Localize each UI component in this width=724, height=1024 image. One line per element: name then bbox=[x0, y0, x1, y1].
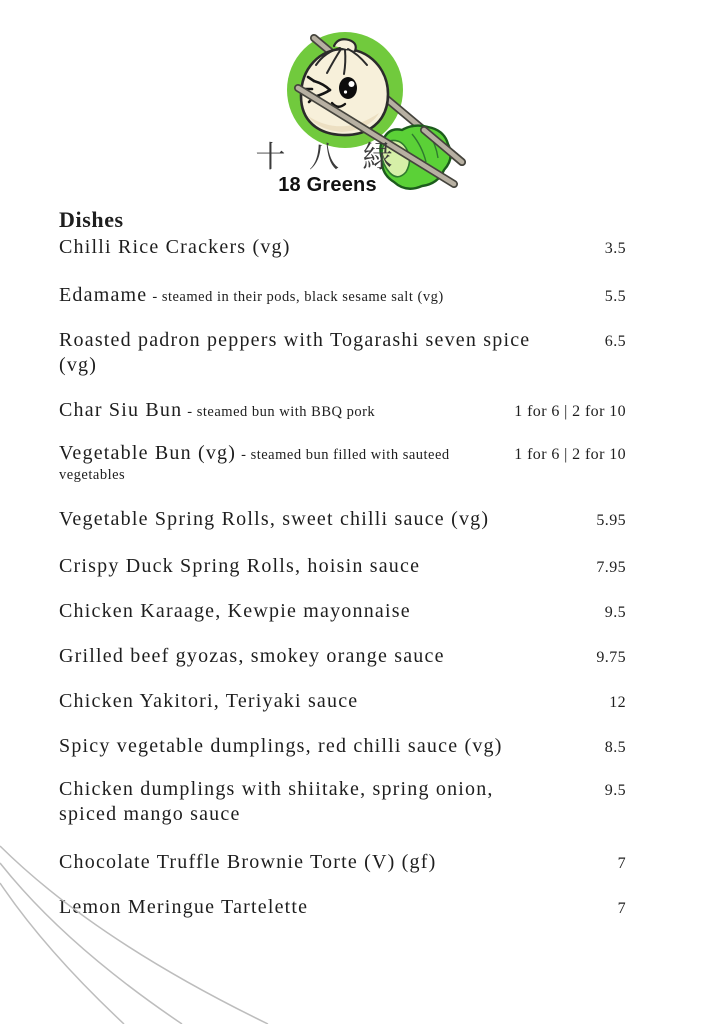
menu-item-price: 6.5 bbox=[604, 333, 626, 350]
menu-item-price: 5.5 bbox=[604, 288, 626, 305]
menu-item-title: Grilled beef gyozas, smokey orange sauce bbox=[59, 645, 445, 667]
menu-item-row bbox=[59, 689, 626, 714]
menu-item-name bbox=[59, 507, 489, 532]
menu-item-name bbox=[59, 895, 308, 920]
menu-item-title: Chicken Yakitori, Teriyaki sauce bbox=[59, 690, 359, 712]
menu-item-title: Vegetable Bun (vg) bbox=[59, 442, 237, 464]
menu-item-row bbox=[59, 283, 626, 308]
menu-item-name bbox=[59, 644, 445, 669]
menu-item-row bbox=[59, 398, 626, 423]
menu-item-price: 7.95 bbox=[596, 559, 626, 576]
dish-rows bbox=[59, 235, 626, 920]
open-eye-icon bbox=[339, 77, 357, 99]
menu-item-title: Lemon Meringue Tartelette bbox=[59, 896, 309, 918]
menu-item-price: 7 bbox=[617, 900, 626, 917]
menu-item-name bbox=[59, 734, 503, 759]
menu-item-title: Chicken dumplings with shiitake, spring onion, spiced mango sauce bbox=[59, 778, 494, 825]
menu-item-row bbox=[59, 235, 626, 260]
menu-item-price: 9.75 bbox=[596, 649, 626, 666]
menu-item-title: Chilli Rice Crackers (vg) bbox=[59, 236, 291, 258]
menu-item-name bbox=[59, 777, 494, 827]
menu-item-price: 5.95 bbox=[596, 512, 626, 529]
menu-item-name bbox=[59, 283, 444, 308]
menu-item-price: 1 for 6 | 2 for 10 bbox=[514, 403, 626, 420]
menu-item-row bbox=[59, 777, 626, 827]
menu-item-row bbox=[59, 507, 626, 532]
section-heading: Dishes bbox=[59, 207, 124, 232]
menu-item-name bbox=[59, 689, 358, 714]
menu-item-name bbox=[59, 398, 375, 423]
menu-item-title: Edamame bbox=[59, 284, 148, 306]
menu-item-name bbox=[59, 235, 291, 260]
menu-item-price: 7 bbox=[617, 855, 626, 872]
menu-item-title: Crispy Duck Spring Rolls, hoisin sauce bbox=[59, 555, 421, 577]
menu-item-name bbox=[59, 328, 537, 378]
menu-item-title: Chicken Karaage, Kewpie mayonnaise bbox=[59, 600, 411, 622]
menu-item-row bbox=[59, 850, 626, 875]
logo-cjk-text: 十 八 緑 bbox=[255, 140, 400, 175]
menu-item-price: 9.5 bbox=[604, 604, 626, 621]
menu-item-price: 9.5 bbox=[604, 782, 626, 799]
menu-item-title: Roasted padron peppers with Togarashi seven spice (vg) bbox=[59, 329, 531, 376]
menu-item-name bbox=[59, 850, 436, 875]
menu-item-row bbox=[59, 895, 626, 920]
menu-item-row bbox=[59, 734, 626, 759]
menu-item-name bbox=[59, 599, 411, 624]
menu-item-row bbox=[59, 328, 626, 378]
menu-item-name bbox=[59, 441, 514, 484]
menu-item-row bbox=[59, 644, 626, 669]
logo-name-text: 18 Greens bbox=[278, 174, 377, 196]
menu-item-row bbox=[59, 441, 626, 484]
menu-item-description: - steamed in their pods, black sesame salt (vg) bbox=[152, 289, 444, 305]
menu-item-title: Char Siu Bun bbox=[59, 399, 183, 421]
menu-item-title: Spicy vegetable dumplings, red chilli sauce (vg) bbox=[59, 735, 503, 757]
menu-item-name bbox=[59, 554, 420, 579]
menu-item-description: - steamed bun with BBQ pork bbox=[187, 404, 376, 420]
menu-item-description: - steamed bun filled with sauteed vegetables bbox=[59, 447, 450, 483]
menu-item-price: 8.5 bbox=[604, 739, 626, 756]
dish-list bbox=[59, 207, 626, 920]
menu-item-title: Chocolate Truffle Brownie Torte (V) (gf) bbox=[59, 851, 437, 873]
menu-item-title: Vegetable Spring Rolls, sweet chilli sauce (vg) bbox=[59, 508, 490, 530]
menu-item-row bbox=[59, 599, 626, 624]
menu-item-price: 3.5 bbox=[604, 240, 626, 257]
menu-item-row bbox=[59, 554, 626, 579]
menu-item-price: 12 bbox=[609, 694, 626, 711]
menu-item-price: 1 for 6 | 2 for 10 bbox=[514, 446, 626, 463]
